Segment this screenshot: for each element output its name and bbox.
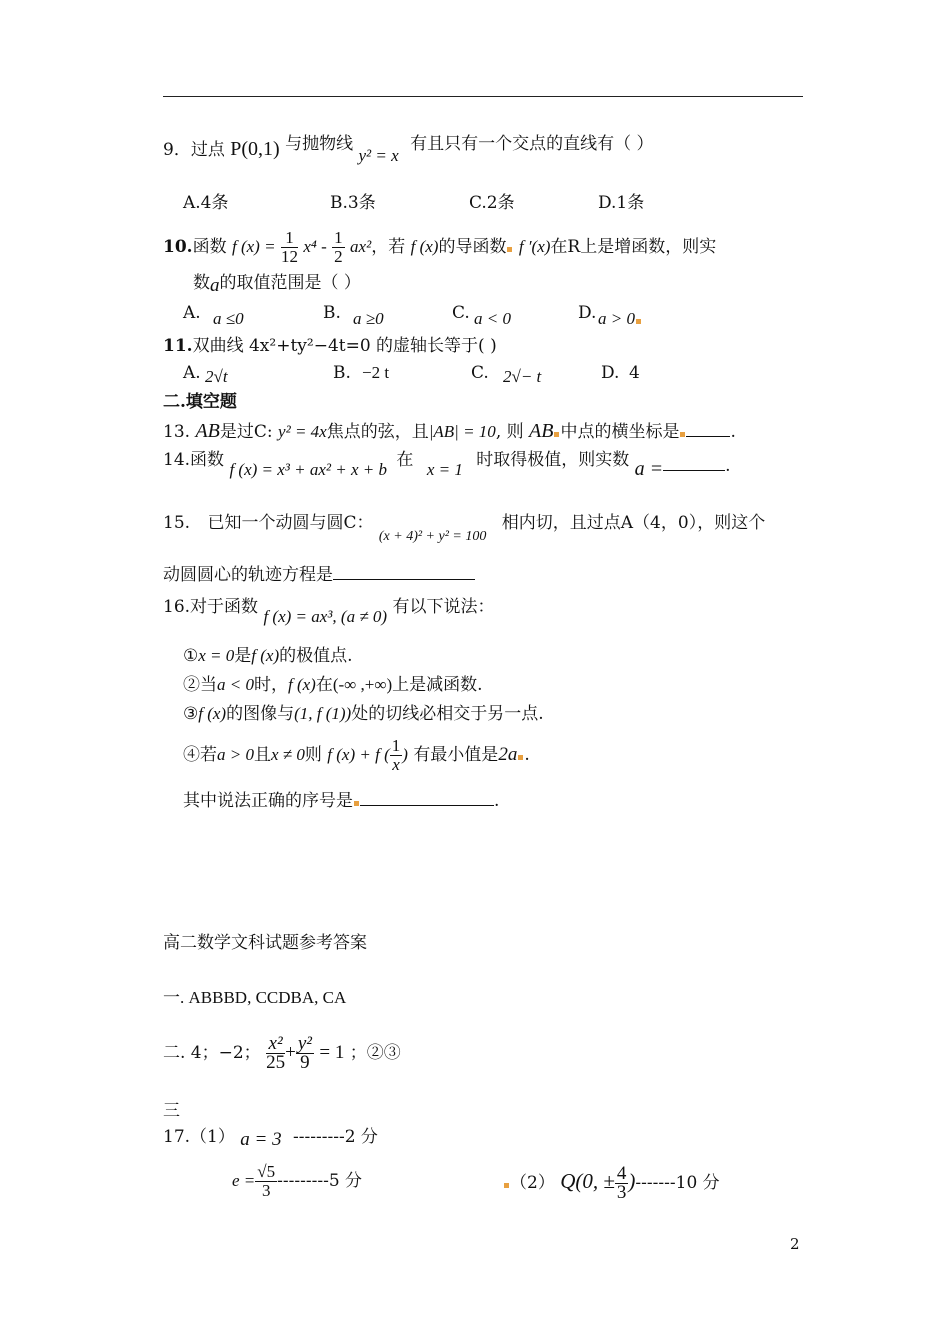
highlight-mark xyxy=(507,247,512,252)
a2-frac-1 xyxy=(266,1035,285,1072)
s4-marker: ④若 xyxy=(183,745,217,765)
q14-text-b: 在 xyxy=(396,450,414,470)
q13-ab-2: AB xyxy=(529,420,554,442)
q10-number: 10. xyxy=(163,237,193,257)
s1-text-b: 是 xyxy=(234,646,252,666)
q11-number: 11. xyxy=(163,336,193,356)
q11-option-c-label: C. xyxy=(471,363,489,383)
a17-e-score: ---------5 分 xyxy=(277,1171,363,1191)
q10-fx2: f (x) xyxy=(410,237,439,256)
q9-option-a: A.4条 xyxy=(183,193,229,213)
q11-option-b-label: B. xyxy=(333,363,351,383)
answers-part-3: 三 xyxy=(163,1101,180,1121)
q10-frac-2 xyxy=(332,229,345,266)
q14-function: f (x) = x³ + ax² + x + b xyxy=(229,460,388,479)
q10-x4: x⁴ - xyxy=(303,237,327,256)
q14-text-a: 函数 xyxy=(190,450,225,470)
s2-interval: (-∞ ,+∞) xyxy=(332,675,393,694)
q10-fx: f (x) = xyxy=(231,237,276,256)
q10-line-2 xyxy=(193,272,361,294)
q13-text-c: , 则 xyxy=(495,422,524,442)
a2-plus: + xyxy=(285,1042,296,1063)
q10-option-c: a < 0 xyxy=(474,309,511,328)
q15-line-2 xyxy=(163,563,475,586)
s2-text-b: 时， xyxy=(253,675,288,695)
s1-marker: ① xyxy=(183,646,199,666)
answer-17-line-1 xyxy=(163,1126,378,1148)
q14-text-c: 时取得极值，则实数 xyxy=(476,450,630,470)
highlight-mark xyxy=(504,1183,509,1188)
answer-17-line-2 xyxy=(232,1156,362,1206)
answers-title: 高二数学文科试题参考答案 xyxy=(163,933,367,953)
s3-function: f (x) xyxy=(198,704,227,723)
q16-function: f (x) = ax³, (a ≠ 0) xyxy=(263,607,388,626)
q16-statement-4 xyxy=(183,735,530,775)
s1-text-c: 的极值点. xyxy=(279,646,353,666)
a17-q-den: 3 xyxy=(616,1182,627,1203)
a2-frac-2 xyxy=(296,1035,314,1072)
s3-marker: ③ xyxy=(183,704,199,724)
q10-frac2-num: 1 xyxy=(334,228,343,247)
s2-text-c: 在 xyxy=(315,675,333,695)
a17-e-fraction xyxy=(255,1163,277,1200)
s2-function: f (x) xyxy=(287,675,316,694)
q9-curve: y² = x xyxy=(358,146,399,165)
q14-tail: . xyxy=(725,456,731,476)
answers-part-1: 一. ABBBD, CCDBA, CA xyxy=(163,988,347,1007)
q13-tail: . xyxy=(730,422,736,442)
q10-option-b-label: B. xyxy=(323,303,341,323)
a17-label: 17.（1） xyxy=(163,1127,235,1147)
a2-suffix: ；②③ xyxy=(349,1043,401,1063)
s4-tail: . xyxy=(524,745,530,765)
q16-final-tail: . xyxy=(494,791,500,811)
q10-option-b: a ≥0 xyxy=(353,309,384,328)
q9-option-d: D.1条 xyxy=(598,193,645,213)
q15-circle-equation: (x + 4)² + y² = 100 xyxy=(378,529,487,544)
q16-statement-2 xyxy=(183,674,483,696)
q13-answer-blank[interactable] xyxy=(686,420,730,437)
q10-line2-b: 的取值范围是（ ） xyxy=(219,273,361,293)
q10-frac1-num: 1 xyxy=(281,229,298,248)
q14-number: 14. xyxy=(163,450,191,470)
q14-x-value: x = 1 xyxy=(426,460,463,479)
question-13 xyxy=(163,420,736,443)
q11-option-c: 2√− t xyxy=(503,367,542,386)
section-2-heading: 二.填空题 xyxy=(163,392,237,412)
highlight-mark xyxy=(518,755,523,760)
s4-text-b: 且 xyxy=(253,745,271,765)
s4-frac-num: 1 xyxy=(391,736,401,755)
a2-frac1-den: 25 xyxy=(266,1052,286,1073)
highlight-mark xyxy=(636,319,641,324)
answers-part-2 xyxy=(163,1030,401,1076)
s1-math: x = 0 xyxy=(198,646,235,665)
q10-line2-a: 数 xyxy=(193,273,210,293)
q15-number: 15. xyxy=(163,513,191,533)
s3-point: (1, f (1)) xyxy=(294,704,352,723)
q15-line2-text: 动圆圆心的轨迹方程是 xyxy=(163,565,333,585)
q10-option-a-label: A. xyxy=(183,303,201,323)
q10-frac2-den: 2 xyxy=(334,247,343,266)
q10-option-d-text: a > 0 xyxy=(598,309,635,328)
a17-value: a = 3 xyxy=(240,1129,282,1150)
question-14 xyxy=(163,450,731,481)
q16-text-b: 有以下说法： xyxy=(392,597,495,617)
answer-17-part-2 xyxy=(503,1156,720,1208)
q11-option-a: 2√t xyxy=(205,367,228,386)
q16-statement-3 xyxy=(183,703,544,725)
question-11 xyxy=(163,335,497,357)
s3-text-b: 的图像与 xyxy=(226,704,295,724)
a17-part2-score: -------10 分 xyxy=(635,1173,720,1193)
q10-option-c-label: C. xyxy=(452,303,470,323)
s4-text-c: 则 xyxy=(304,745,322,765)
q10-option-d xyxy=(598,308,642,330)
s4-value: 2a xyxy=(498,744,518,765)
q16-statement-1 xyxy=(183,645,353,667)
a17-q-num: 4 xyxy=(616,1163,627,1184)
q10-text-d: 在R上是增函数，则实 xyxy=(550,237,717,257)
a17-e-num: √5 xyxy=(257,1162,276,1181)
q10-option-a: a ≤0 xyxy=(213,309,244,328)
s2-text-d: 上是减函数. xyxy=(392,675,483,695)
q10-text-a: 函数 xyxy=(192,237,227,257)
highlight-mark xyxy=(680,432,685,437)
question-15 xyxy=(163,505,765,543)
q10-ax2: ax² xyxy=(350,237,372,256)
q11-option-d: 4 xyxy=(629,363,640,383)
q11-option-b: −2 t xyxy=(362,363,390,382)
q9-stem: 9．过点 xyxy=(163,140,225,160)
a17-part2-label: （2） xyxy=(510,1173,555,1193)
q13-parabola: y² = 4x xyxy=(278,422,327,441)
header-rule xyxy=(163,96,803,97)
q10-frac-1 xyxy=(281,229,298,266)
q10-text-b: ，若 xyxy=(371,237,406,257)
q13-number: 13. xyxy=(163,422,191,442)
q13-text-d: 中点的横坐标是 xyxy=(560,422,680,442)
s1-function: f (x) xyxy=(251,646,280,665)
q10-var-a: a xyxy=(210,275,220,296)
a2-prefix: 二. 4；−2； xyxy=(163,1043,261,1063)
q16-final-text: 其中说法正确的序号是 xyxy=(183,791,353,811)
highlight-mark xyxy=(354,801,359,806)
q13-ab: AB xyxy=(195,420,220,442)
q9-option-b: B.3条 xyxy=(330,193,376,213)
a17-q-fraction xyxy=(615,1165,629,1202)
q15-answer-blank[interactable] xyxy=(333,563,475,580)
a2-frac2-den: 9 xyxy=(300,1052,310,1073)
q13-text-b: 焦点的弦，且 xyxy=(326,422,429,442)
s4-expression: f (x) + f ( xyxy=(327,745,390,764)
q16-answer-blank[interactable] xyxy=(360,789,494,806)
question-10 xyxy=(163,227,716,267)
q13-text-a: 是过C: xyxy=(219,422,273,442)
question-9 xyxy=(163,134,654,165)
q13-length: |AB| = 10 xyxy=(428,422,496,441)
s3-text-c: 处的切线必相交于另一点. xyxy=(351,704,544,724)
s4-close-paren: ) xyxy=(402,745,408,764)
page-number: 2 xyxy=(790,1235,800,1253)
q11-option-a-label: A. xyxy=(183,363,201,383)
s4-condition-x: x ≠ 0 xyxy=(270,745,305,764)
q10-option-d-label: D. xyxy=(578,303,597,323)
a17-e-den: 3 xyxy=(261,1181,271,1200)
s2-math: a < 0 xyxy=(217,675,254,694)
q16-final-line xyxy=(183,789,499,812)
s4-fraction xyxy=(390,737,403,774)
a17-e-label: e = xyxy=(232,1171,256,1190)
a2-frac1-num: x² xyxy=(266,1035,285,1054)
q16-number: 16. xyxy=(163,597,191,617)
s4-frac-den: x xyxy=(392,755,400,774)
question-16 xyxy=(163,590,494,624)
q9-stem-b: 与抛物线 xyxy=(285,134,354,154)
q15-text-b: 相内切，且过点A（4，0），则这个 xyxy=(501,513,766,533)
q16-text-a: 对于函数 xyxy=(190,597,259,617)
q15-text-a: 已知一个动圆与圆C： xyxy=(207,513,374,533)
q14-answer-blank[interactable] xyxy=(663,454,725,471)
a17-q-close: ) xyxy=(628,1169,636,1193)
q9-option-c: C.2条 xyxy=(469,193,515,213)
q9-point: P(0,1) xyxy=(230,138,280,160)
a2-frac2-num: y² xyxy=(297,1033,312,1054)
q11-text: 双曲线 4x²+ty²−4t=0 的虚轴长等于( ) xyxy=(192,336,497,356)
a17-score: ---------2 分 xyxy=(293,1127,378,1147)
q9-stem-c: 有且只有一个交点的直线有（ ） xyxy=(410,134,654,154)
highlight-mark xyxy=(554,432,559,437)
q14-a-equals: a = xyxy=(634,458,664,480)
q10-text-c: 的导函数 xyxy=(438,237,507,257)
a2-equals: = 1 xyxy=(319,1042,345,1063)
q10-frac1-den: 12 xyxy=(280,247,298,266)
q10-fprime: f ′(x) xyxy=(518,237,551,256)
s4-condition-a: a > 0 xyxy=(217,745,254,764)
s4-text-g: 有最小值是 xyxy=(413,745,499,765)
a17-q-point: Q(0, ± xyxy=(560,1169,615,1193)
s2-marker: ②当 xyxy=(183,675,217,695)
q11-option-d-label: D. xyxy=(601,363,620,383)
